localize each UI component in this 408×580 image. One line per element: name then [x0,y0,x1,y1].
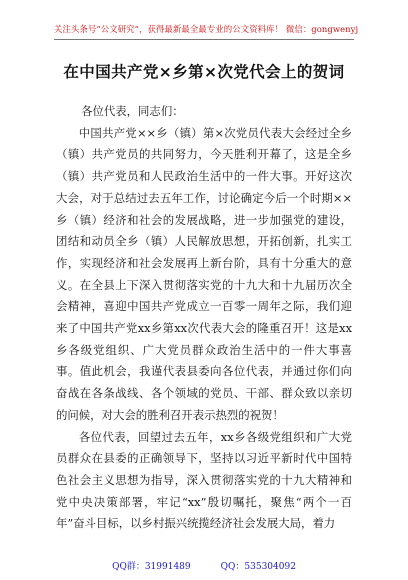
paragraph-1: 中国共产党××乡（镇）第×次党员代表大会经过全乡（镇）共产党员的共同努力，今天胜利开幕了，这是全乡（镇）共产党员和人民政治生活中的一件大事。开好这次大会，对于总结过去五年工作，讨论确定今后一个时期××乡（镇）经济和社会的发展战略，进一步加强党的建设，团结和动员全乡（镇）人民解放思想，开拓创新，扎实工作，实现经济和社会发展再上新台阶，具有十分重大的意义。在全县上下深入贯彻落实党的十九大和十九届历次全会精神，喜迎中国共产党成立一百零一周年之际，我们迎来了中国共产党xx乡第xx次代表大会的隆重召开！这是xx乡各级党组织、广大党员群众政治生活中的一件大事喜事。值此机会，我谨代表县委向各位代表，并通过你们向奋战在各条战线、各个领域的党员、干部、群众致以亲切的问候，对大会的胜利召开表示热烈的祝贺！ [56,125,352,422]
footer-qq: QQ：535304092 [220,562,296,572]
document-body [56,101,352,535]
header-banner-text: 关注头条号“公文研究”，获得最新最全最专业的公文资料库！ 微信：gongwenyj [54,24,359,34]
document-title: 在中国共产党×乡第×次党代会上的贺词 [63,63,345,81]
footer-qq-group: QQ群：31991489 [112,562,191,572]
paragraph-2: 各位代表，回望过去五年，xx乡各级党组织和广大党员群众在县委的正确领导下，坚持以习近平新时代中国特色社会主义思想为指导，深入贯彻落实党的十九大精神和党中央决策部署，牢记“xx”殷切嘱托，聚焦“两个一百年”奋斗目标，以乡村振兴统揽经济社会发展大局，着力 [56,429,352,531]
header-banner [54,17,359,40]
salutation: 各位代表，同志们： [81,104,184,118]
footer [0,559,408,572]
